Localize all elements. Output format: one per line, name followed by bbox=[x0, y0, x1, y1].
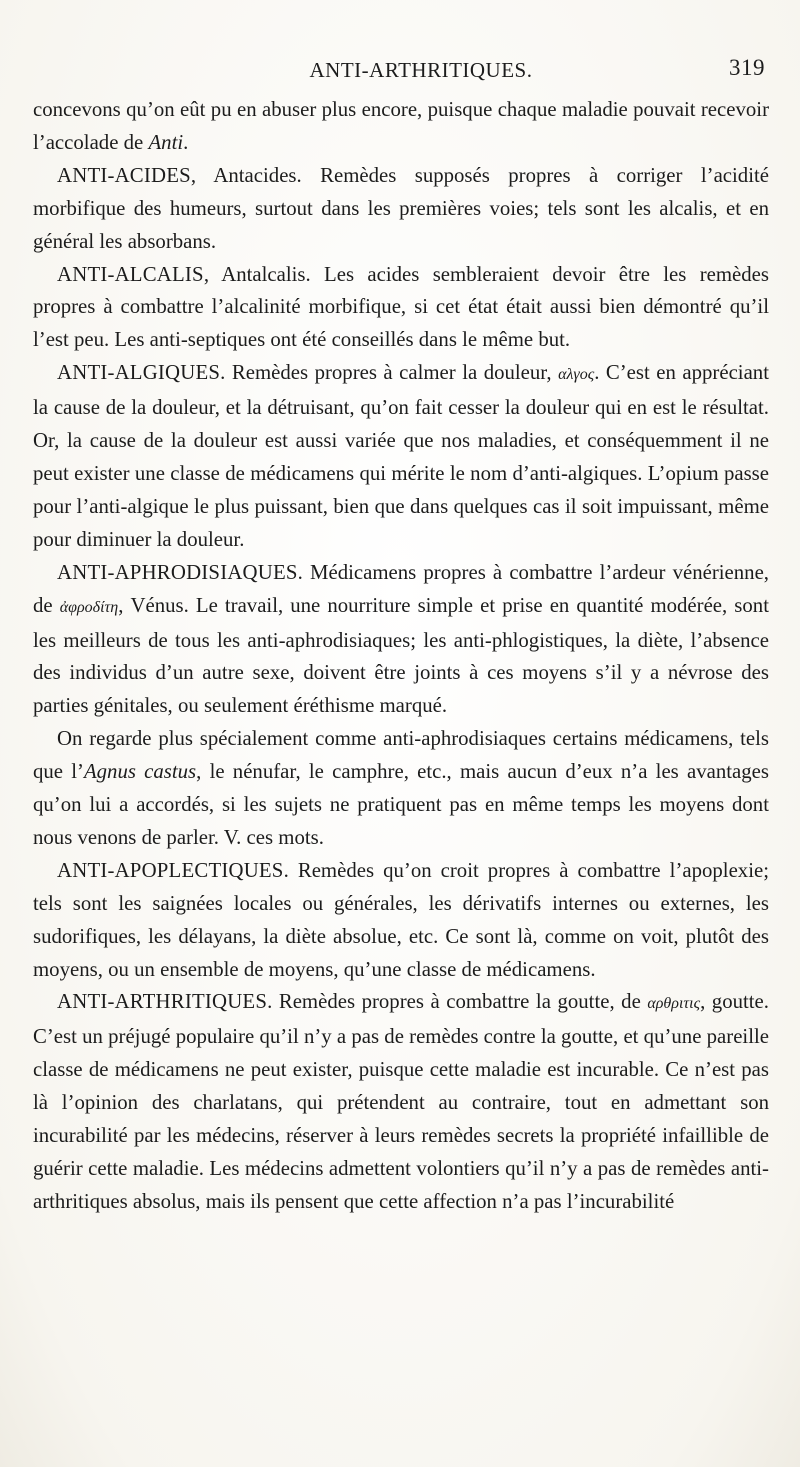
greek-etymon: αρθριτις bbox=[647, 995, 701, 1013]
paragraph-text: concevons qu’on eût pu en abuser plus encore, puisque chaque maladie pouvait recevoir l’accolade de bbox=[33, 98, 769, 154]
entry-term: ANTI-ALCALIS bbox=[57, 262, 204, 286]
entry-text: . Médicamens propres à combattre l’ardeur vénérienne, de bbox=[33, 560, 769, 617]
italic-word: Anti bbox=[148, 130, 184, 154]
paragraph-text: . bbox=[183, 130, 189, 154]
entry-text: . C’est en appréciant la cause de la douleur, et la détruisant, qu’on fait cesser la douleur qui en est le résultat. Or, la cause de la douleur est aussi variée que nos maladies, et conséquemment il ne peut exister une classe de médicamens qui mérite le nom d’anti-algiques. L’opium passe pour l’anti-algique le plus puissant, bien que dans quelques cas il soit impuissant, même pour diminuer la douleur. bbox=[33, 361, 769, 551]
paragraph-text: On regarde plus spécialement comme anti-aphrodisiaques certains médicamens, tels que l’ bbox=[33, 727, 769, 784]
entry-anti-apoplectiques bbox=[33, 855, 769, 987]
entry-anti-aphrodisiaques bbox=[33, 557, 769, 724]
entry-anti-arthritiques bbox=[33, 986, 769, 1218]
entry-text: . Remèdes qu’on croit propres à combattre l’apoplexie; tels sont les saignées locales ou générales, les dérivatifs internes ou externes, les sudorifiques, les délayans, la diète absolue, etc. Ce sont là, comme on voit, plutôt des moyens, ou un ensemble de moyens, qu’une classe de médicamens. bbox=[33, 858, 769, 981]
body-text bbox=[33, 94, 769, 1219]
entry-text: , goutte. C’est un préjugé populaire qu’il n’y a pas de remèdes contre la goutte, et qu’une pareille classe de médicamens ne peut exister, puisque cette maladie est incurable. Ce n’est pas là l’opinion des charlatans, qui prétendent au contraire, tout en admettant son incurabilité par les médecins, réserver à leurs remèdes secrets la propriété infaillible de guérir cette maladie. Les médecins admettent volontiers qu’il n’y a pas de remèdes anti-arthritiques absolus, mais ils pensent que cette affection n’a pas l’incurabilité bbox=[33, 990, 769, 1213]
entry-text: . Remèdes propres à combattre la goutte, de bbox=[267, 990, 648, 1014]
entry-term: ANTI-APHRODISIAQUES bbox=[57, 560, 298, 584]
entry-anti-algiques bbox=[33, 357, 769, 556]
greek-etymon: αλγος bbox=[558, 366, 595, 384]
entry-anti-alcalis bbox=[33, 259, 769, 358]
italic-term: Agnus castus bbox=[83, 760, 197, 784]
entry-term: ANTI-ARTHRITIQUES bbox=[57, 990, 268, 1014]
entry-text: , Antalcalis. Les acides sembleraient devoir être les remèdes propres à combattre l’alcalinité morbifique, si cet état était aussi bien démontré qu’il l’est peu. Les anti-septiques ont été conseillés dans le même but. bbox=[33, 262, 769, 352]
paragraph-text: , le nénufar, le camphre, etc., mais aucun d’eux n’a les avantages qu’on lui a accordés, si les sujets ne pratiquent pas en même temps les moyens dont nous venons de parler. V. ces mots. bbox=[33, 760, 769, 849]
page-number: 319 bbox=[729, 55, 765, 80]
entry-text: , Vénus. Le travail, une nourriture simple et prise en quantité modérée, sont les meilleurs de tous les anti-aphrodisiaques; les anti-phlogistiques, la diète, l’absence des individus d’un autre sexe, doivent être joints à ces moyens s’il y a névrose des parties génitales, ou seulement éréthisme marqué. bbox=[33, 593, 769, 718]
entry-term: ANTI-APOPLECTIQUES bbox=[57, 858, 284, 882]
entry-text: , Antacides. Remèdes supposés propres à corriger l’acidité morbifique des humeurs, surtout dans les premières voies; tels sont les alcalis, et en général les absorbans. bbox=[33, 163, 769, 253]
running-title: ANTI-ARTHRITIQUES. bbox=[309, 58, 533, 82]
paragraph-anti-aphrodisiaques-cont bbox=[33, 723, 769, 855]
greek-etymon: ἀφροδίτη bbox=[59, 598, 119, 616]
entry-term: ANTI-ALGIQUES bbox=[57, 361, 221, 385]
entry-term: ANTI-ACIDES bbox=[57, 163, 191, 187]
paragraph-continuation bbox=[33, 94, 769, 160]
running-head bbox=[33, 54, 769, 94]
entry-text: . Remèdes propres à calmer la douleur, bbox=[220, 361, 559, 385]
entry-anti-acides bbox=[33, 160, 769, 259]
